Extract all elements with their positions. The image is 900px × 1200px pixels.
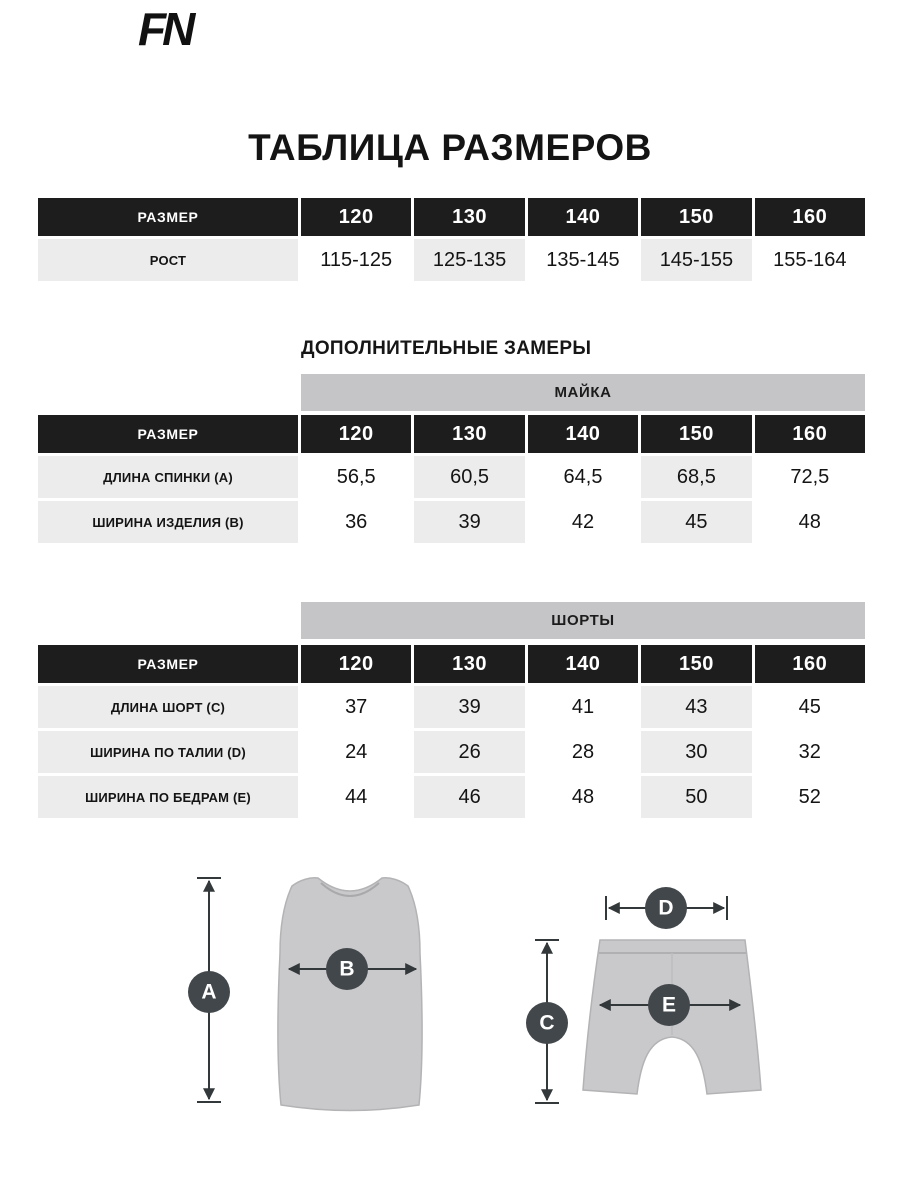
- tank-section-banner: МАЙКА: [301, 374, 865, 411]
- value-cell: 44: [301, 776, 411, 818]
- size-header-cell: 120: [301, 198, 411, 236]
- value-cell: 125-135: [414, 239, 524, 281]
- value-cell: 30: [641, 731, 751, 773]
- measurement-diagram: [0, 855, 900, 1155]
- row-label-height: РОСТ: [38, 239, 298, 281]
- value-cell: 45: [755, 686, 865, 728]
- value-cell: 45: [641, 501, 751, 543]
- value-cell: 135-145: [528, 239, 638, 281]
- dimension-a-label: A: [201, 980, 217, 1004]
- row-label-shorts-length: ДЛИНА ШОРТ (C): [38, 686, 298, 728]
- value-cell: 64,5: [528, 456, 638, 498]
- value-cell: 43: [641, 686, 751, 728]
- value-cell: 41: [528, 686, 638, 728]
- tank-measurements-table: [38, 415, 865, 543]
- tank-top-illustration: [278, 878, 422, 1111]
- extra-measurements-heading: ДОПОЛНИТЕЛЬНЫЕ ЗАМЕРЫ: [301, 338, 592, 359]
- dimension-c-label: C: [539, 1011, 555, 1035]
- value-cell: 50: [641, 776, 751, 818]
- size-header-cell: 130: [414, 645, 524, 683]
- dimension-c: [526, 940, 568, 1103]
- size-header-cell: 150: [641, 645, 751, 683]
- value-cell: 115-125: [301, 239, 411, 281]
- dimension-b-label: B: [339, 957, 355, 981]
- size-header-cell: 140: [528, 198, 638, 236]
- value-cell: 46: [414, 776, 524, 818]
- size-header-cell: 160: [755, 198, 865, 236]
- size-header-label: РАЗМЕР: [38, 645, 298, 683]
- size-header-cell: 150: [641, 415, 751, 453]
- shorts-measurements-table: [38, 645, 865, 818]
- size-header-cell: 140: [528, 415, 638, 453]
- value-cell: 42: [528, 501, 638, 543]
- value-cell: 145-155: [641, 239, 751, 281]
- size-header-cell: 130: [414, 198, 524, 236]
- value-cell: 72,5: [755, 456, 865, 498]
- dimension-d-label: D: [658, 896, 674, 920]
- value-cell: 155-164: [755, 239, 865, 281]
- page-title: ТАБЛИЦА РАЗМЕРОВ: [248, 127, 652, 168]
- row-label-back-length: ДЛИНА СПИНКИ (A): [38, 456, 298, 498]
- size-header-label: РАЗМЕР: [38, 415, 298, 453]
- size-header-cell: 140: [528, 645, 638, 683]
- size-header-cell: 160: [755, 645, 865, 683]
- value-cell: 68,5: [641, 456, 751, 498]
- value-cell: 39: [414, 686, 524, 728]
- size-header-cell: 120: [301, 415, 411, 453]
- value-cell: 48: [528, 776, 638, 818]
- row-label-waist-width: ШИРИНА ПО ТАЛИИ (D): [38, 731, 298, 773]
- brand-logo: FN: [138, 3, 192, 55]
- size-header-cell: 130: [414, 415, 524, 453]
- row-label-hip-width: ШИРИНА ПО БЕДРАМ (E): [38, 776, 298, 818]
- value-cell: 24: [301, 731, 411, 773]
- value-cell: 56,5: [301, 456, 411, 498]
- value-cell: 52: [755, 776, 865, 818]
- row-label-item-width: ШИРИНА ИЗДЕЛИЯ (B): [38, 501, 298, 543]
- value-cell: 48: [755, 501, 865, 543]
- value-cell: 26: [414, 731, 524, 773]
- value-cell: 60,5: [414, 456, 524, 498]
- value-cell: 39: [414, 501, 524, 543]
- dimension-e-label: E: [661, 993, 677, 1017]
- size-header-cell: 120: [301, 645, 411, 683]
- value-cell: 37: [301, 686, 411, 728]
- value-cell: 28: [528, 731, 638, 773]
- value-cell: 36: [301, 501, 411, 543]
- shorts-section-banner: ШОРТЫ: [301, 602, 865, 639]
- dimension-a: [188, 878, 230, 1102]
- size-header-cell: 160: [755, 415, 865, 453]
- size-header-label: РАЗМЕР: [38, 198, 298, 236]
- dimension-d: [606, 887, 727, 929]
- size-header-cell: 150: [641, 198, 751, 236]
- height-size-table: [38, 198, 865, 281]
- value-cell: 32: [755, 731, 865, 773]
